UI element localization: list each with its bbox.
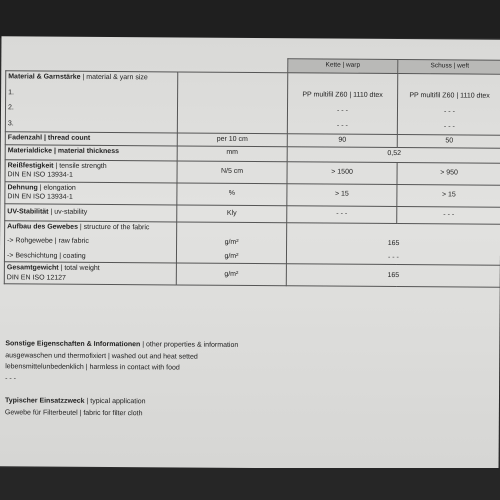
material-item-2: 2.	[7, 104, 14, 112]
uv-unit: Kly	[177, 204, 287, 222]
material-label-de: Material & Garnstärke	[8, 73, 81, 81]
material-warp-cell: PP multifil Z60 | 1110 dtex - - - - - -	[287, 73, 397, 135]
notes-section	[5, 338, 486, 422]
raw-fabric-value: 165	[387, 239, 400, 247]
tensile-weft: > 950	[397, 162, 500, 185]
tensile-warp: > 1500	[287, 161, 397, 184]
elongation-unit: %	[177, 182, 287, 205]
application-title: Typischer Einsatzzweck | typical application	[4, 397, 146, 406]
total-weight-standard: DIN EN ISO 12127	[6, 273, 66, 282]
uv-label-cell: UV-Stabilität | uv-stability	[5, 203, 177, 221]
thread-count-label: Fadenzahl | thread count	[5, 132, 177, 146]
thread-count-warp: 90	[287, 134, 397, 147]
raw-fabric-label: -> Rohgewebe | raw fabric	[7, 237, 89, 245]
raw-fabric-unit: g/m²	[224, 238, 239, 246]
tensile-label-cell: Reißfestigkeit | tensile strength DIN EN ISO 13934-1	[5, 159, 177, 182]
photo-top-edge	[0, 0, 500, 38]
uv-weft: - - -	[397, 206, 500, 224]
material-item-3: 3.	[7, 119, 14, 127]
application-line: Gewebe für Filterbeutel | fabric for filter cloth	[4, 409, 143, 418]
thickness-label: Materialdicke | material thickness	[5, 144, 177, 160]
material-weft-cell: PP multifil Z60 | 1110 dtex - - - - - -	[397, 74, 500, 136]
thread-count-unit: per 10 cm	[177, 133, 287, 146]
spec-sheet	[0, 36, 500, 469]
thickness-value: 0,52	[287, 146, 500, 162]
properties-line-3: - - -	[5, 375, 17, 383]
material-item-1: 1.	[8, 88, 14, 96]
total-weight-value: 165	[286, 264, 500, 287]
photo-bottom-edge	[0, 468, 500, 500]
material-label-cell: Material & Garnstärke | material & yarn size 1. 2. 3.	[5, 71, 177, 133]
structure-label-cell: Aufbau des Gewebes | structure of the fabric -> Rohgewebe | raw fabric -> Beschichtung | coating	[4, 220, 176, 263]
properties-line-2: lebensmittelunbedenklich | harmless in contact with food	[5, 363, 180, 372]
total-weight-row	[4, 262, 500, 287]
material-row	[5, 71, 500, 135]
properties-line-1: ausgewaschen und thermofixiert | washed out and heat setted	[5, 351, 198, 361]
coating-label: -> Beschichtung | coating	[6, 251, 86, 260]
structure-row	[4, 220, 500, 265]
total-weight-unit: g/m²	[176, 263, 286, 286]
thickness-unit: mm	[177, 145, 287, 161]
elongation-warp: > 15	[287, 183, 397, 206]
elongation-label-cell: Dehnung | elongation DIN EN ISO 13934-1	[5, 181, 177, 204]
elongation-standard: DIN EN ISO 13934-1	[7, 193, 73, 201]
thread-count-weft: 50	[397, 135, 500, 148]
tensile-standard: DIN EN ISO 13934-1	[7, 171, 73, 179]
elongation-weft: > 15	[397, 184, 500, 207]
spec-table	[4, 56, 500, 287]
properties-title: Sonstige Eigenschaften & Informationen | other properties & information	[5, 340, 239, 349]
weft-header: Schuss | weft	[398, 60, 500, 75]
total-weight-label-cell: Gesamtgewicht | total weight DIN EN ISO 12127	[4, 262, 176, 285]
coating-unit: g/m²	[224, 252, 239, 260]
material-label-en: material & yarn size	[86, 73, 148, 82]
tensile-unit: N/5 cm	[177, 160, 287, 183]
uv-warp: - - -	[287, 205, 397, 223]
warp-header: Kette | warp	[288, 59, 398, 74]
coating-value: - - -	[387, 253, 399, 262]
